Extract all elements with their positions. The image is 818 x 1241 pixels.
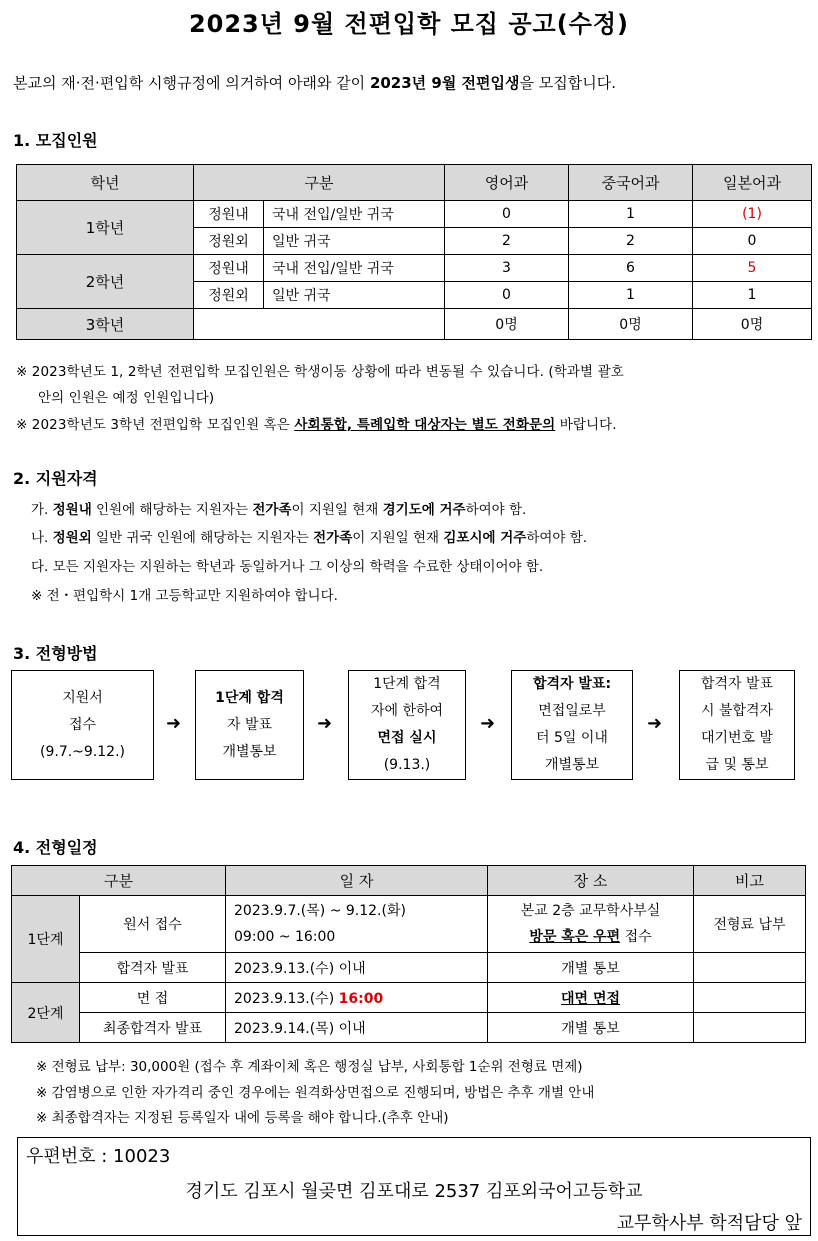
schedule-table (11, 865, 806, 1043)
table-cell: 0 (693, 228, 812, 255)
arrow-icon: ➜ (480, 713, 496, 734)
table-cell: 일반 귀국 (264, 282, 445, 309)
table-cell: 1 (693, 282, 812, 309)
qualification-ga: 가. 정원내 인원에 해당하는 지원자는 전가족이 지원일 현재 경기도에 거주하여야 함. (31, 502, 527, 518)
table-cell: 2023.9.13.(수) 이내 (226, 953, 488, 983)
table-cell: 2 (569, 228, 693, 255)
address-box (17, 1137, 811, 1236)
process-box-3: 1단계 합격 자에 한하여 면접 실시 (9.13.) (348, 670, 466, 780)
table-cell: 6 (569, 255, 693, 282)
note-1a: ※ 2023학년도 1, 2학년 전편입학 모집인원은 학생이동 상황에 따라 변동될 수 있습니다. (학과별 괄호 (16, 364, 624, 380)
table-cell: 최종합격자 발표 (80, 1013, 226, 1043)
note-1b: 안의 인원은 예정 인원입니다) (38, 390, 215, 406)
qualification-note: ※ 전・편입학시 1개 고등학교만 지원하여야 합니다. (31, 588, 338, 604)
col-grade: 학년 (17, 165, 194, 201)
section-4-heading: 4. 전형일정 (13, 838, 98, 857)
grade-1: 1학년 (17, 201, 194, 255)
grade-2: 2학년 (17, 255, 194, 309)
table-cell: 정원내 (194, 201, 264, 228)
table-cell (694, 953, 806, 983)
postal-code: 우편번호 : 10023 (26, 1146, 171, 1167)
col-category: 구분 (12, 866, 226, 896)
table-cell: 원서 접수 (80, 896, 226, 953)
process-box-4: 합격자 발표: 면접일로부 터 5일 이내 개별통보 (511, 670, 633, 780)
table-cell: 전형료 납부 (694, 896, 806, 953)
col-place: 장 소 (488, 866, 694, 896)
table-cell: 정원외 (194, 228, 264, 255)
col-english: 영어과 (445, 165, 569, 201)
schedule-note-1: ※ 전형료 납부: 30,000원 (접수 후 계좌이체 혹은 행정실 납부, 사회통합 1순위 전형료 면제) (36, 1059, 583, 1075)
arrow-icon: ➜ (647, 713, 663, 734)
table-cell: 2023.9.7.(목) ~ 9.12.(화) 09:00 ~ 16:00 (226, 896, 488, 953)
table-cell: 일반 귀국 (264, 228, 445, 255)
table-cell: 0명 (693, 309, 812, 340)
stage-1: 1단계 (12, 896, 80, 983)
table-cell: 5 (693, 255, 812, 282)
table-cell: 3 (445, 255, 569, 282)
arrow-icon: ➜ (317, 713, 333, 734)
table-cell: 국내 전입/일반 귀국 (264, 255, 445, 282)
table-cell: 국내 전입/일반 귀국 (264, 201, 445, 228)
section-2-heading: 2. 지원자격 (13, 469, 98, 488)
table-cell: 2 (445, 228, 569, 255)
table-cell: 1 (569, 282, 693, 309)
table-cell: 면 접 (80, 983, 226, 1013)
table-cell: 0 (445, 282, 569, 309)
stage-2: 2단계 (12, 983, 80, 1043)
address-line: 경기도 김포시 월곶면 김포대로 2537 김포외국어고등학교 (185, 1181, 643, 1202)
table-cell: 0 (445, 201, 569, 228)
qualification-na: 나. 정원외 일반 귀국 인원에 해당하는 지원자는 전가족이 지원일 현재 김포시에 거주하여야 함. (31, 530, 588, 546)
table-cell (694, 1013, 806, 1043)
intro-text: 본교의 재·전·편입학 시행규정에 의거하여 아래와 같이 2023년 9월 전편입생을 모집합니다. (13, 74, 616, 92)
section-3-heading: 3. 전형방법 (13, 644, 98, 663)
col-date: 일 자 (226, 866, 488, 896)
process-box-1: 지원서 접수 (9.7.~9.12.) (11, 670, 154, 780)
process-box-2: 1단계 합격 자 발표 개별통보 (195, 670, 304, 780)
arrow-icon: ➜ (166, 713, 182, 734)
recruitment-table (16, 164, 812, 340)
table-cell (694, 983, 806, 1013)
table-cell: 대면 면접 (488, 983, 694, 1013)
schedule-note-2: ※ 감염병으로 인한 자가격리 중인 경우에는 원격화상면접으로 진행되며, 방법은 추후 개별 안내 (36, 1085, 595, 1101)
table-cell: 2023.9.13.(수) 16:00 (226, 983, 488, 1013)
col-remark: 비고 (694, 866, 806, 896)
page-title: 2023년 9월 전편입학 모집 공고(수정) (188, 10, 630, 38)
qualification-da: 다. 모든 지원자는 지원하는 학년과 동일하거나 그 이상의 학력을 수료한 상태이어야 함. (31, 559, 544, 575)
table-cell: 합격자 발표 (80, 953, 226, 983)
table-cell: 2023.9.14.(목) 이내 (226, 1013, 488, 1043)
schedule-note-3: ※ 최종합격자는 지정된 등록일자 내에 등록을 해야 합니다.(추후 안내) (36, 1110, 449, 1126)
table-cell: 개별 통보 (488, 1013, 694, 1043)
col-chinese: 중국어과 (569, 165, 693, 201)
table-cell: 정원내 (194, 255, 264, 282)
table-cell: 1 (569, 201, 693, 228)
table-cell: (1) (693, 201, 812, 228)
section-1-heading: 1. 모집인원 (13, 131, 98, 150)
table-cell: 0명 (445, 309, 569, 340)
grade-3: 3학년 (17, 309, 194, 340)
address-department: 교무학사부 학적담당 앞 (616, 1213, 802, 1234)
table-cell: 0명 (569, 309, 693, 340)
col-category: 구분 (194, 165, 445, 201)
table-cell: 정원외 (194, 282, 264, 309)
col-japanese: 일본어과 (693, 165, 812, 201)
table-cell: 개별 통보 (488, 953, 694, 983)
table-cell (194, 309, 445, 340)
table-cell: 본교 2층 교무학사부실 방문 혹은 우편 접수 (488, 896, 694, 953)
process-box-5: 합격자 발표 시 불합격자 대기번호 발 급 및 통보 (679, 670, 795, 780)
note-2: ※ 2023학년도 3학년 전편입학 모집인원 혹은 사회통합, 특례입학 대상자는 별도 전화문의 바랍니다. (16, 417, 617, 433)
